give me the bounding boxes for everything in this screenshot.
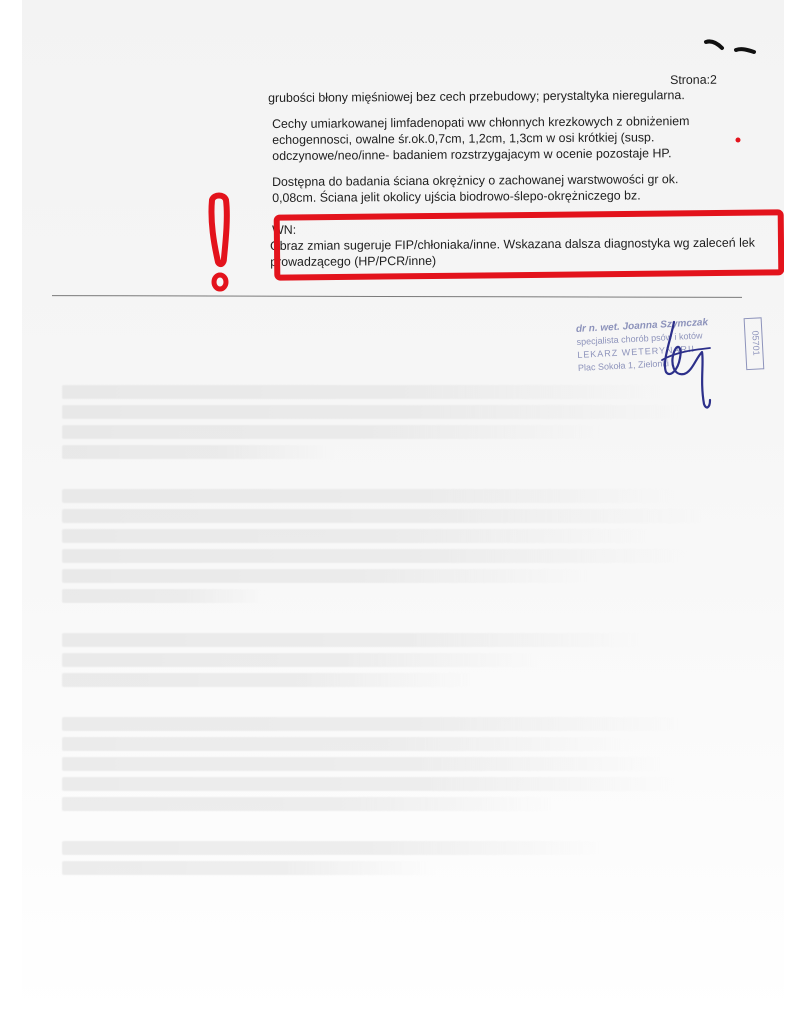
paragraph-colon-wall: Dostępna do badania ściana okrężnicy o zachowanej warstwowości gr ok. 0,08cm. Ściana jelit okolicy ujścia biodrowo-ślepo-okrężniczego bz. (272, 172, 679, 205)
bleed-through-text (62, 385, 744, 881)
page-number: Strona:2 (670, 72, 717, 87)
paragraph-muscle-layer: grubości błony mięśniowej bez cech przebudowy; perystaltyka nieregularna. (268, 88, 685, 105)
stamp-number: 05701 (744, 317, 765, 370)
document-page (22, 0, 784, 1016)
signature (640, 312, 730, 412)
page-divider (52, 295, 742, 298)
red-highlight-box (274, 209, 784, 280)
conclusion-text: Obraz zmian sugeruje FIP/chłoniaka/inne. Wskazana dalsza diagnostyka wg zaleceń lek prowadzącego (HP/PCR/inne) (270, 235, 755, 269)
ink-marks (702, 36, 762, 60)
stamp-specialty: specjalista chorób psów i kotów (576, 330, 703, 347)
stamp-title: LEKARZ WETERYNARII (577, 343, 696, 360)
stamp-name: dr n. wet. Joanna Szymczak (575, 317, 709, 335)
exclamation-mark-icon (202, 192, 238, 296)
conclusion-heading: WN: (272, 222, 297, 237)
paragraph-lymphadenopathy: Cechy umiarkowanej limfadenopati ww chłonnych krezkowych z obniżeniem echogennosci, owalne śr.ok.0,7cm, 1,2cm, 1,3cm w osi krótkiej (susp. odczynowe/neo/inne- badaniem rozstrzygajacym w ocenie pozostaje HP. (272, 114, 690, 163)
stamp-address: Plac Sokoła 1, Zielonki (577, 358, 670, 373)
